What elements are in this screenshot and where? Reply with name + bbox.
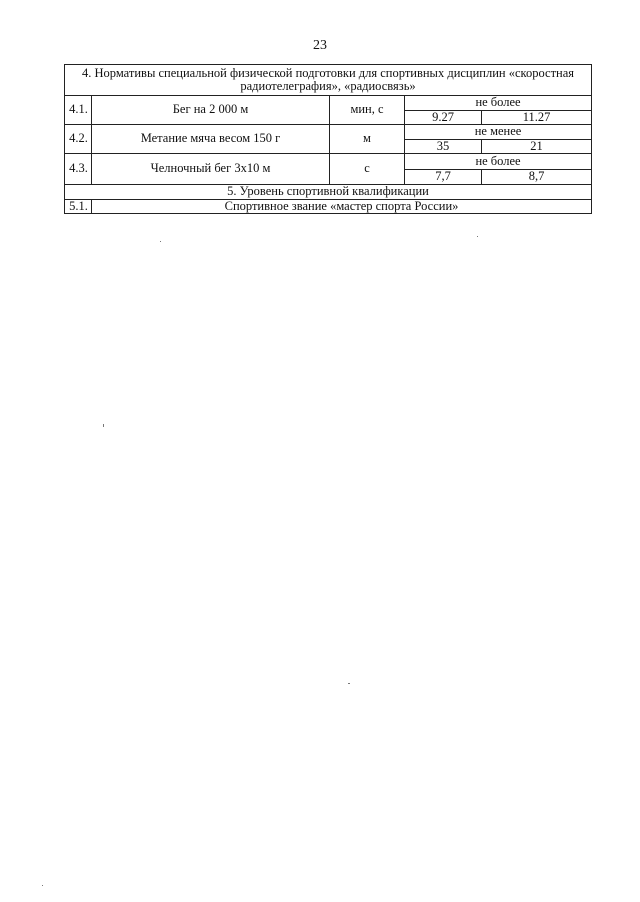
unit-cell: с — [330, 154, 405, 185]
value-cell-b: 11.27 — [482, 110, 592, 125]
value-cell-a: 7,7 — [405, 169, 482, 185]
condition-cell: не более — [405, 96, 592, 111]
row-number: 4.2. — [65, 125, 92, 154]
row-number: 4.3. — [65, 154, 92, 185]
scan-speck — [477, 236, 478, 237]
page-number: 23 — [313, 38, 327, 53]
exercise-name: Метание мяча весом 150 г — [92, 125, 330, 154]
section-4-title: 4. Нормативы специальной физической подготовки для спортивных дисциплин «скоростная радиотелеграфия», «радиосвязь» — [65, 65, 592, 96]
unit-cell: м — [330, 125, 405, 154]
qualification-text: Спортивное звание «мастер спорта России» — [92, 199, 592, 214]
row-number: 5.1. — [65, 199, 92, 214]
section-5-header-row — [65, 185, 592, 200]
table-row — [65, 199, 592, 214]
table-row — [65, 125, 592, 140]
row-number: 4.1. — [65, 96, 92, 125]
value-cell-a: 35 — [405, 139, 482, 154]
section-4-header-row — [65, 65, 592, 96]
value-cell-b: 8,7 — [482, 169, 592, 185]
exercise-name: Челночный бег 3х10 м — [92, 154, 330, 185]
section-5-title: 5. Уровень спортивной квалификации — [65, 185, 592, 200]
condition-cell: не менее — [405, 125, 592, 140]
table-row — [65, 154, 592, 170]
exercise-name: Бег на 2 000 м — [92, 96, 330, 125]
value-cell-b: 21 — [482, 139, 592, 154]
scan-speck — [348, 683, 350, 684]
value-cell-a: 9.27 — [405, 110, 482, 125]
condition-cell: не более — [405, 154, 592, 170]
scan-speck — [103, 424, 104, 427]
scan-speck — [160, 241, 161, 242]
table-row — [65, 96, 592, 111]
unit-cell: мин, с — [330, 96, 405, 125]
scan-speck — [42, 885, 43, 886]
norms-table — [64, 64, 592, 214]
